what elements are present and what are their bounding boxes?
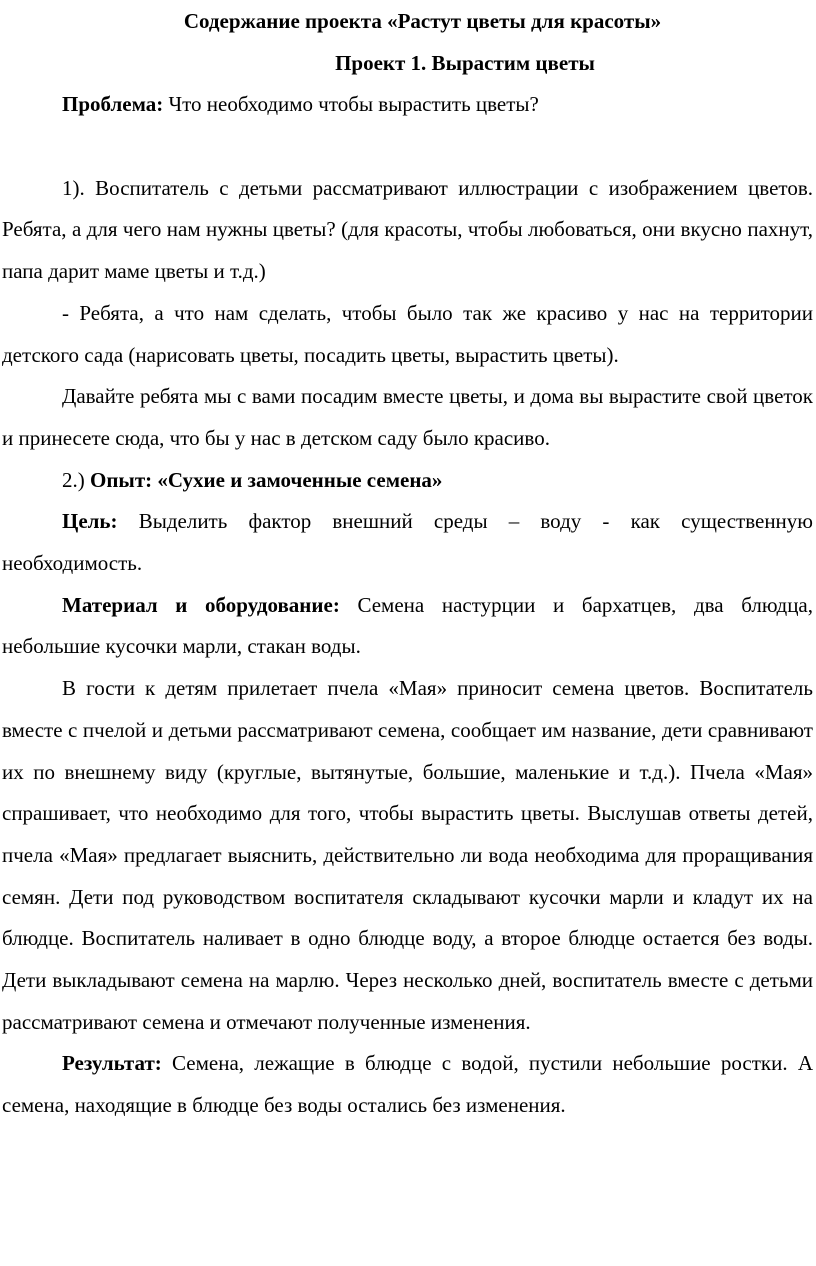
result-text: Семена, лежащие в блюдце с водой, пустили небольшие ростки. А семена, находящие в блюдце без воды остались без изменения. <box>2 1051 813 1118</box>
materials-label: Материал и оборудование: <box>62 592 340 617</box>
step2-label: Опыт: «Сухие и замоченные семена» <box>90 467 443 492</box>
result-label: Результат: <box>62 1051 162 1076</box>
question-paragraph: - Ребята, а что нам сделать, чтобы было так же красиво у нас на территории детского сада (нарисовать цветы, посадить цветы, вырастить цветы). <box>2 300 813 367</box>
goal-text: Выделить фактор внешний среды – воду - как существенную необходимость. <box>2 509 813 576</box>
step1-paragraph: 1). Воспитатель с детьми рассматривают иллюстрации с изображением цветов. Ребята, а для чего нам нужны цветы? (для красоты, чтобы любоваться, они вкусно пахнут, папа дарит маме цветы и т.д.) <box>2 175 813 284</box>
goal-paragraph <box>2 501 813 584</box>
step2-number: 2.) <box>62 467 90 492</box>
problem-label: Проблема: <box>62 92 164 116</box>
project-subtitle: Проект 1. Вырастим цветы <box>335 51 595 75</box>
result-paragraph <box>2 1043 813 1126</box>
step2-heading <box>2 460 813 502</box>
experiment-paragraph: В гости к детям прилетает пчела «Мая» приносит семена цветов. Воспитатель вместе с пчелой и детьми рассматривают семена, сообщает им название, дети сравнивают их по внешнему виду (круглые, вытянутые, большие, маленькие и т.д.). Пчела «Мая» спрашивает, что необходимо для того, чтобы вырастить цветы. Выслушав ответы детей, пчела «Мая» предлагает выяснить, действительно ли вода необходима для проращивания семян. Дети под руководством воспитателя складывают кусочки марли и кладут их на блюдце. Воспитатель наливает в одно блюдце воду, а второе блюдце остается без воды. Дети выкладывают семена на марлю. Через несколько дней, воспитатель вместе с детьми рассматривают семена и отмечают полученные изменения. <box>2 676 813 1034</box>
materials-paragraph <box>2 585 813 668</box>
proposal-paragraph: Давайте ребята мы с вами посадим вместе цветы, и дома вы вырастите свой цветок и принесете сюда, что бы у нас в детском саду было красиво. <box>2 384 813 450</box>
goal-label: Цель: <box>62 509 118 534</box>
problem-paragraph <box>2 84 813 126</box>
materials-text: Семена настурции и бархатцев, два блюдца, небольшие кусочки марли, стакан воды. <box>2 592 813 659</box>
problem-text: Что необходимо чтобы вырастить цветы? <box>163 92 539 116</box>
blank-line <box>2 126 813 168</box>
document-title: Содержание проекта «Растут цветы для красоты» <box>183 9 662 33</box>
